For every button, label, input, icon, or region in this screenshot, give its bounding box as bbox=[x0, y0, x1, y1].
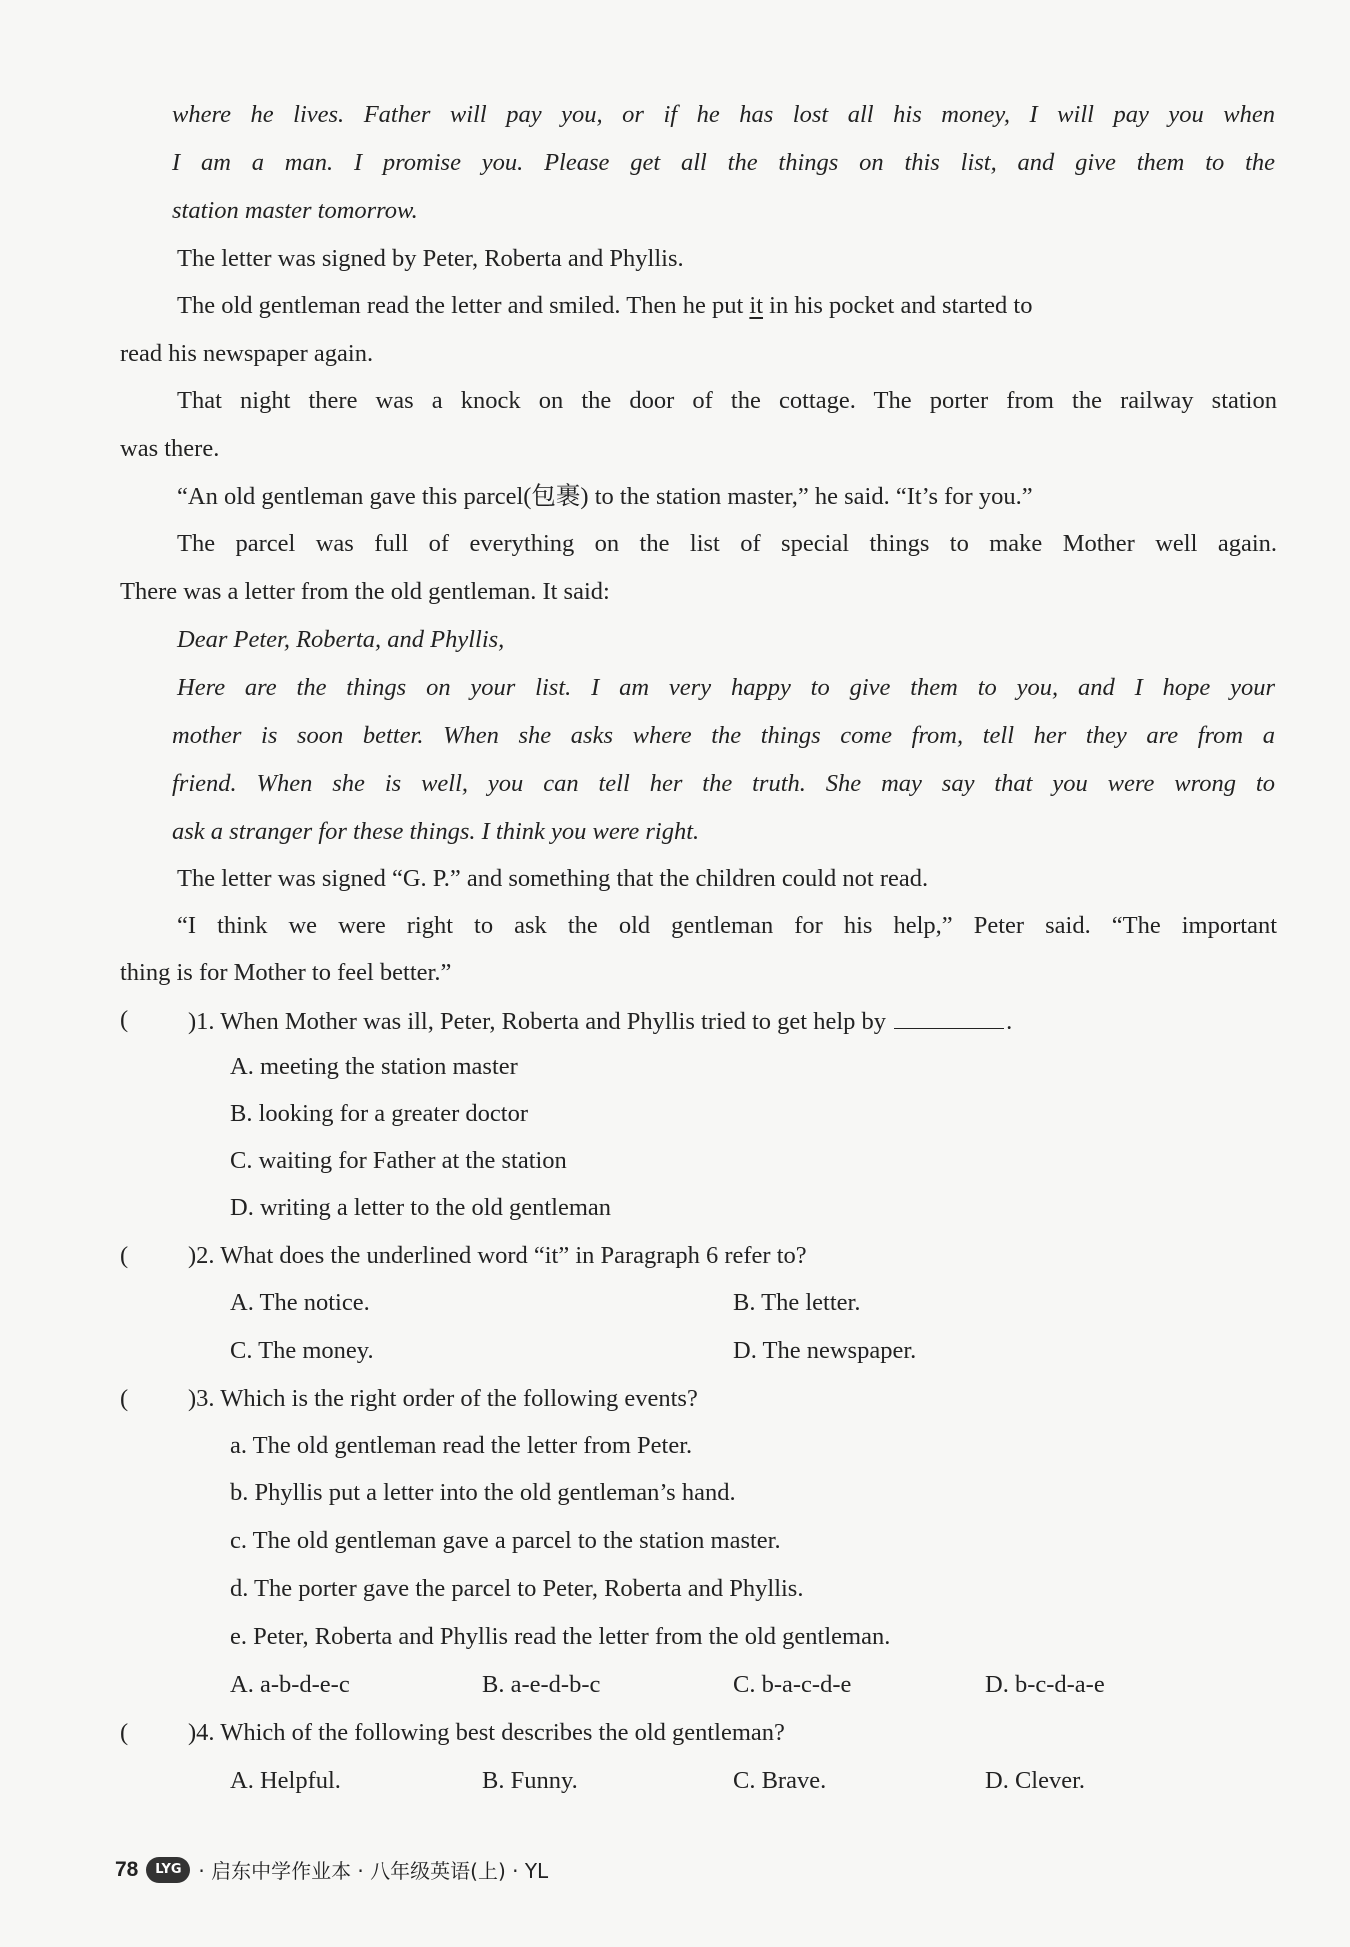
option-b: B. Funny. bbox=[482, 1767, 578, 1794]
option-a: A. The notice. bbox=[230, 1289, 370, 1316]
option-d: D. The newspaper. bbox=[733, 1337, 917, 1364]
question-2-stem: )2. What does the underlined word “it” in Paragraph 6 refer to? bbox=[188, 1242, 807, 1269]
passage-line: “I think we were right to ask the old gentleman for his help,” Peter said. “The important bbox=[177, 912, 1277, 939]
passage-line: where he lives. Father will pay you, or if he has lost all his money, I will pay you when bbox=[172, 101, 1275, 128]
passage-line: I am a man. I promise you. Please get all the things on this list, and give them to the bbox=[172, 149, 1275, 176]
page-footer bbox=[115, 1855, 548, 1884]
answer-paren: ( bbox=[120, 1006, 129, 1033]
option-b: B. The letter. bbox=[733, 1289, 861, 1316]
passage-line: The letter was signed “G. P.” and something that the children could not read. bbox=[177, 865, 929, 892]
passage-line: was there. bbox=[120, 435, 220, 462]
passage-text: in his pocket and started to bbox=[763, 292, 1033, 319]
option-c: C. b-a-c-d-e bbox=[733, 1671, 852, 1698]
option-c: C. Brave. bbox=[733, 1767, 827, 1794]
passage-line bbox=[177, 294, 1277, 319]
letter-line: mother is soon better. When she asks where the things come from, tell her they are from a bbox=[172, 722, 1275, 749]
option-c: C. waiting for Father at the station bbox=[230, 1147, 567, 1174]
option-d: D. writing a letter to the old gentleman bbox=[230, 1194, 612, 1221]
option-c: C. The money. bbox=[230, 1337, 374, 1364]
event-b: b. Phyllis put a letter into the old gentleman’s hand. bbox=[230, 1479, 736, 1506]
event-d: d. The porter gave the parcel to Peter, Roberta and Phyllis. bbox=[230, 1575, 804, 1602]
passage-line: The parcel was full of everything on the list of special things to make Mother well again. bbox=[177, 530, 1277, 557]
answer-paren: ( bbox=[120, 1242, 129, 1269]
passage-line: thing is for Mother to feel better.” bbox=[120, 959, 452, 986]
letter-salutation: Dear Peter, Roberta, and Phyllis, bbox=[177, 626, 505, 653]
publisher-logo: LYG bbox=[146, 1857, 190, 1883]
question-3-stem: )3. Which is the right order of the following events? bbox=[188, 1385, 698, 1412]
option-d: D. Clever. bbox=[985, 1767, 1086, 1794]
underlined-word-it: it bbox=[749, 292, 764, 319]
event-c: c. The old gentleman gave a parcel to the station master. bbox=[230, 1527, 781, 1554]
passage-line: station master tomorrow. bbox=[172, 197, 418, 224]
option-b: B. looking for a greater doctor bbox=[230, 1100, 528, 1127]
question-4-stem: )4. Which of the following best describes the old gentleman? bbox=[188, 1719, 785, 1746]
page-number: 78 bbox=[115, 1857, 139, 1881]
event-e: e. Peter, Roberta and Phyllis read the letter from the old gentleman. bbox=[230, 1623, 891, 1650]
question-1-stem bbox=[188, 1008, 1012, 1035]
book-title: · 启东中学作业本 · 八年级英语(上) · YL bbox=[198, 1859, 549, 1883]
event-a: a. The old gentleman read the letter from Peter. bbox=[230, 1432, 693, 1459]
letter-line: Here are the things on your list. I am very happy to give them to you, and I hope your bbox=[177, 674, 1275, 701]
letter-line: ask a stranger for these things. I think you were right. bbox=[172, 818, 700, 845]
passage-line: read his newspaper again. bbox=[120, 340, 374, 367]
question-1-end: . bbox=[1006, 1008, 1013, 1035]
option-a: A. Helpful. bbox=[230, 1767, 341, 1794]
question-1-text: )1. When Mother was ill, Peter, Roberta and Phyllis tried to get help by bbox=[188, 1008, 887, 1035]
passage-line: That night there was a knock on the door of the cottage. The porter from the railway station bbox=[177, 387, 1277, 414]
passage-line: “An old gentleman gave this parcel(包裹) to the station master,” he said. “It’s for you.” bbox=[177, 483, 1033, 510]
letter-line: friend. When she is well, you can tell her the truth. She may say that you were wrong to bbox=[172, 770, 1275, 797]
passage-line: There was a letter from the old gentleman. It said: bbox=[120, 578, 610, 605]
answer-blank bbox=[894, 1008, 1004, 1029]
passage-text: The old gentleman read the letter and smiled. Then he put bbox=[177, 292, 750, 319]
option-a: A. meeting the station master bbox=[230, 1053, 518, 1080]
option-a: A. a-b-d-e-c bbox=[230, 1671, 350, 1698]
option-b: B. a-e-d-b-c bbox=[482, 1671, 601, 1698]
answer-paren: ( bbox=[120, 1719, 129, 1746]
option-d: D. b-c-d-a-e bbox=[985, 1671, 1105, 1698]
answer-paren: ( bbox=[120, 1385, 129, 1412]
passage-line: The letter was signed by Peter, Roberta and Phyllis. bbox=[177, 245, 684, 272]
